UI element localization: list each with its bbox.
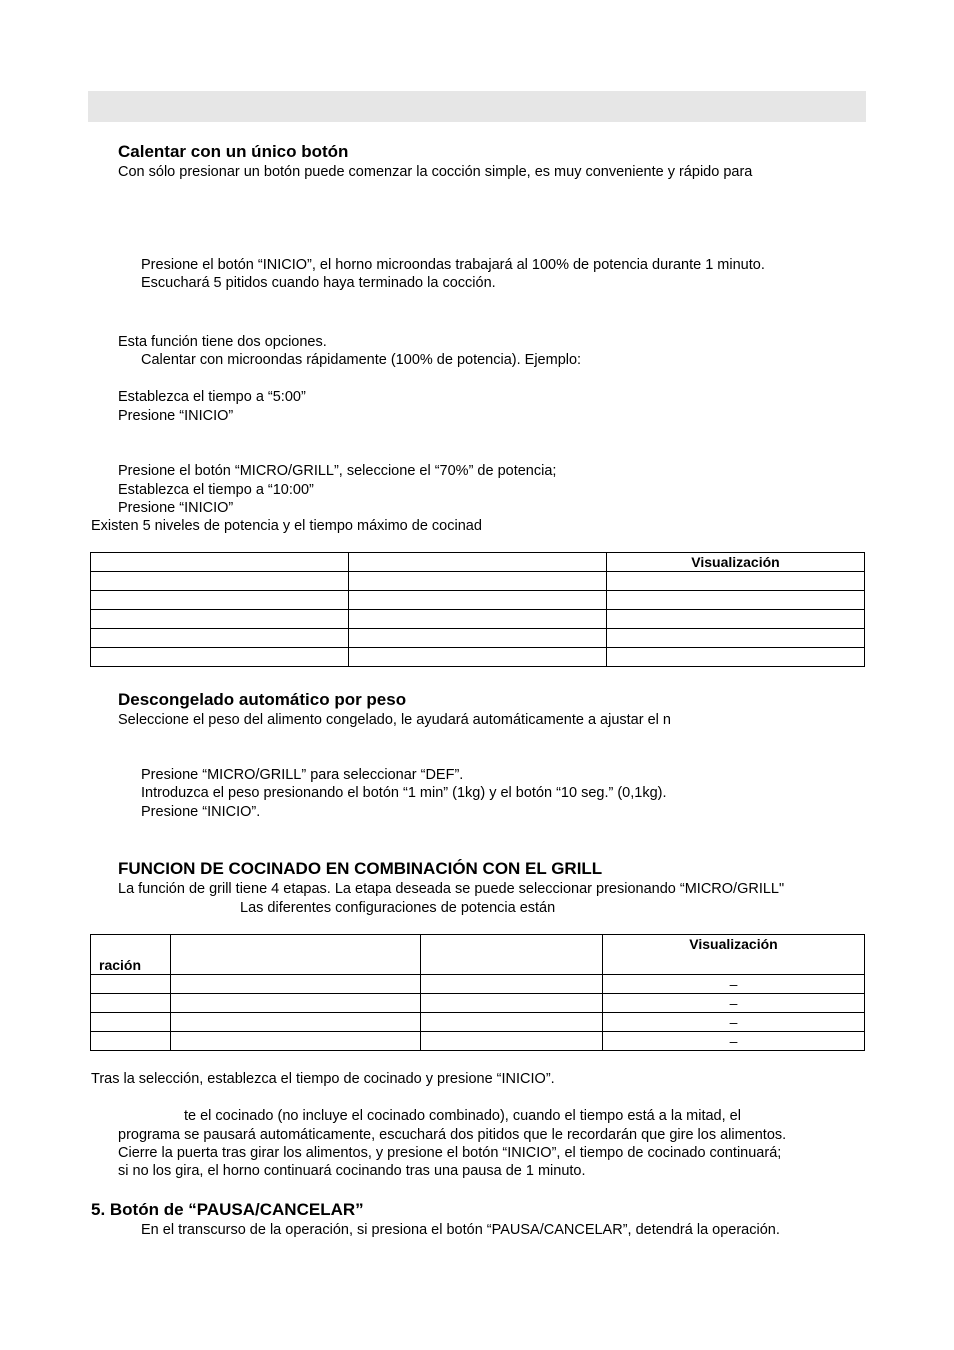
table-row xyxy=(91,610,865,629)
table-cell: – xyxy=(603,994,865,1013)
table-cell xyxy=(171,935,421,975)
table-cell xyxy=(421,935,603,975)
section-intro: Con sólo presionar un botón puede comenzar la cocción simple, es muy conveniente y rápido para xyxy=(118,164,753,180)
table-cell xyxy=(349,553,607,572)
paragraph-text: Calentar con microondas rápidamente (100% de potencia). Ejemplo: xyxy=(141,352,582,368)
section-title-pause-cancel: 5. Botón de “PAUSA/CANCELAR” xyxy=(91,1200,364,1219)
table-row xyxy=(91,648,865,667)
header-bar xyxy=(88,91,866,122)
power-levels-table xyxy=(90,552,865,667)
table-cell xyxy=(91,553,349,572)
table-header-visualizacion: Visualización xyxy=(603,935,865,975)
section-title-auto-defrost: Descongelado automático por peso xyxy=(118,690,407,709)
example-step: Presione “INICIO” xyxy=(118,500,234,516)
table-row xyxy=(91,572,865,591)
example-step: Presione “INICIO” xyxy=(118,408,234,424)
table-row xyxy=(91,1013,865,1032)
table-row xyxy=(91,975,865,994)
section-intro: Las diferentes configuraciones de potencia están xyxy=(240,900,556,916)
table-header-cell: ración xyxy=(91,935,171,975)
paragraph-line: programa se pausará automáticamente, escuchará dos pitidos que le recordarán que gire los alimentos. xyxy=(118,1127,787,1143)
table-cell: – xyxy=(603,975,865,994)
table-row xyxy=(91,994,865,1013)
grill-settings-table xyxy=(90,934,865,1051)
step-text: Presione el botón “INICIO”, el horno microondas trabajará al 100% de potencia durante 1 minuto. xyxy=(141,257,765,273)
table-row xyxy=(91,629,865,648)
table-header-row xyxy=(91,935,865,975)
table-row xyxy=(91,591,865,610)
section-intro: Seleccione el peso del alimento congelado, le ayudará automáticamente a ajustar el n xyxy=(118,712,671,728)
section-title-one-button: Calentar con un único botón xyxy=(118,142,349,161)
paragraph-line: te el cocinado (no incluye el cocinado combinado), cuando el tiempo está a la mitad, el xyxy=(184,1108,741,1124)
table-cell: – xyxy=(603,1032,865,1051)
step-text: Escuchará 5 pitidos cuando haya terminado la cocción. xyxy=(141,275,496,291)
table-header-visualizacion: Visualización xyxy=(607,553,865,572)
paragraph-text: Esta función tiene dos opciones. xyxy=(118,334,327,350)
paragraph-text: Tras la selección, establezca el tiempo de cocinado y presione “INICIO”. xyxy=(91,1071,555,1087)
step-text: Presione “INICIO”. xyxy=(141,804,261,820)
section-intro: La función de grill tiene 4 etapas. La etapa deseada se puede seleccionar presionando “MICRO/GRILL" xyxy=(118,881,785,897)
example-step: Establezca el tiempo a “10:00” xyxy=(118,482,314,498)
paragraph-line: si no los gira, el horno continuará cocinando tras una pausa de 1 minuto. xyxy=(118,1163,586,1179)
table-cell: – xyxy=(603,1013,865,1032)
paragraph-line: Cierre la puerta tras girar los alimentos, y presione el botón “INICIO”, el tiempo de cocinado continuará; xyxy=(118,1145,782,1161)
section-title-grill-combination: FUNCION DE COCINADO EN COMBINACIÓN CON EL GRILL xyxy=(118,859,603,878)
table-header-row xyxy=(91,553,865,572)
power-levels-text: Existen 5 niveles de potencia y el tiempo máximo de cocinad xyxy=(91,518,482,534)
step-text: Introduzca el peso presionando el botón “1 min” (1kg) y el botón “10 seg.” (0,1kg). xyxy=(141,785,667,801)
example-step: Presione el botón “MICRO/GRILL”, seleccione el “70%” de potencia; xyxy=(118,463,557,479)
table-row xyxy=(91,1032,865,1051)
example-step: Establezca el tiempo a “5:00” xyxy=(118,389,306,405)
section-text: En el transcurso de la operación, si presiona el botón “PAUSA/CANCELAR”, detendrá la operación. xyxy=(141,1222,780,1238)
step-text: Presione “MICRO/GRILL” para seleccionar “DEF”. xyxy=(141,767,464,783)
